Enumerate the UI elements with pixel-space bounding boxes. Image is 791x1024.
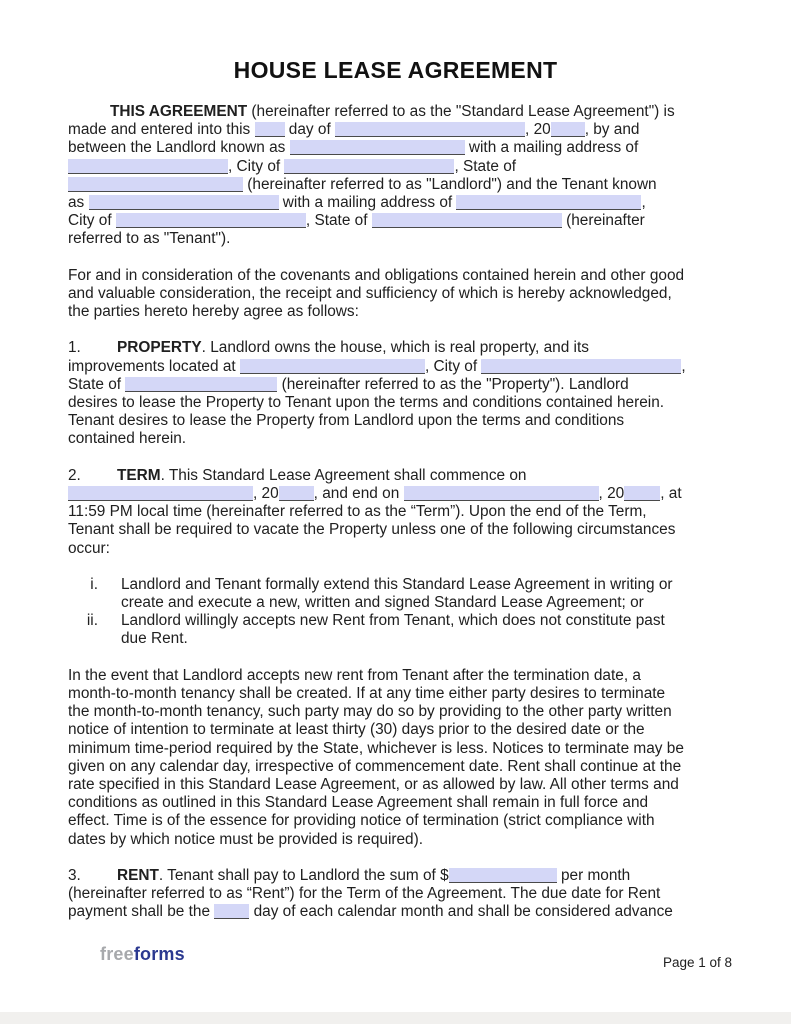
text-run: contained herein. — [68, 430, 187, 448]
text-run: improvements located at — [68, 357, 240, 375]
text-run: given on any calendar day, irrespective of commencement date. Rent shall continue at the — [68, 757, 682, 775]
text-run: between the Landlord known as — [68, 139, 290, 157]
text-run: , by and — [584, 121, 640, 139]
property-address-field[interactable] — [240, 359, 425, 374]
viewer-bottom-strip — [0, 1012, 791, 1024]
text-line — [68, 176, 751, 194]
text-run: 11:59 PM local time (hereinafter referred to as the “Term”). Upon the end of the Term, — [68, 503, 647, 521]
text-run: due Rent. — [121, 630, 188, 648]
text-run: , — [641, 193, 646, 211]
text-run: occur: — [68, 539, 110, 557]
text-line — [68, 831, 751, 849]
term-end-date-field[interactable] — [404, 486, 599, 501]
list-marker: i. — [90, 575, 98, 593]
text-line — [68, 667, 751, 685]
text-line — [68, 612, 751, 630]
tenant-name-field[interactable] — [89, 195, 279, 210]
text-run: , 20 — [525, 121, 551, 139]
landlord-address-field[interactable] — [68, 159, 228, 174]
landlord-city-field[interactable] — [284, 159, 454, 174]
agreement-day-field[interactable] — [255, 122, 285, 137]
text-run: the parties hereto hereby agree as follows: — [68, 303, 359, 321]
text-run: as — [68, 193, 89, 211]
text-line — [68, 212, 751, 230]
text-line — [68, 485, 751, 503]
text-run: day of — [284, 121, 336, 139]
holdover-paragraph — [68, 667, 751, 849]
text-run: (hereinafter referred to as “Rent”) for the Term of the Agreement. The due date for Rent — [68, 885, 661, 903]
text-run: , State of — [454, 157, 517, 175]
section-term — [68, 467, 751, 558]
text-line — [68, 121, 751, 139]
text-run: dates by which notice must be provided is required). — [68, 830, 424, 848]
freeforms-logo — [100, 944, 185, 965]
text-run: minimum time-period required by the State, whichever is less. Notices to terminate may be — [68, 739, 684, 757]
intro-paragraph — [68, 103, 751, 249]
term-conditions-list — [68, 576, 751, 649]
text-run: desires to lease the Property to Tenant upon the terms and conditions contained herein. — [68, 394, 665, 411]
text-line — [68, 139, 751, 157]
text-run: . This Standard Lease Agreement shall commence on — [160, 466, 527, 484]
text-run: , State of — [305, 212, 372, 230]
agreement-year-field[interactable] — [551, 122, 585, 137]
text-run: notice of intention to terminate at least thirty (30) days prior to the desired date or the — [68, 721, 645, 739]
document-body — [0, 84, 791, 921]
text-run: , 20 — [253, 484, 279, 502]
section-number: 2. — [68, 466, 81, 484]
text-line — [68, 267, 751, 285]
text-run: , 20 — [598, 484, 625, 502]
text-run: per month — [556, 866, 631, 884]
logo-text-free: free — [100, 944, 134, 964]
section-property — [68, 339, 751, 448]
text-line — [68, 430, 751, 448]
text-run: For and in consideration of the covenants and obligations contained herein and other good — [68, 266, 685, 284]
term-start-date-field[interactable] — [68, 486, 253, 501]
text-run: , City of — [424, 357, 482, 375]
text-run: , at — [660, 484, 682, 502]
text-line — [68, 703, 751, 721]
text-run: payment shall be the — [68, 903, 215, 921]
text-run: rate specified in this Standard Lease Agreement, or as allowed by law. All other terms and — [68, 775, 679, 793]
list-marker: ii. — [86, 612, 98, 630]
text-line — [68, 576, 751, 594]
text-line — [68, 867, 751, 885]
text-line — [68, 194, 751, 212]
text-run: Landlord willingly accepts new Rent from Tenant, which does not constitute past — [121, 612, 665, 630]
landlord-name-field[interactable] — [290, 140, 465, 155]
text-run: effect. Time is of the essence for providing notice of termination (strict compliance with — [68, 812, 655, 830]
text-line — [68, 721, 751, 739]
bold-text: TERM — [117, 466, 161, 484]
text-run: (hereinafter — [561, 212, 645, 230]
text-run: create and execute a new, written and signed Standard Lease Agreement; or — [121, 594, 644, 612]
text-run: Tenant desires to lease the Property from Landlord upon the terms and conditions — [68, 412, 625, 430]
property-state-field[interactable] — [125, 377, 277, 392]
text-run: Landlord and Tenant formally extend this Standard Lease Agreement in writing or — [121, 575, 673, 593]
document-title: HOUSE LEASE AGREEMENT — [233, 57, 558, 83]
consideration-paragraph — [68, 267, 751, 322]
text-line — [68, 794, 751, 812]
logo-text-forms: forms — [133, 944, 185, 964]
agreement-month-field[interactable] — [335, 122, 525, 137]
text-line — [68, 885, 751, 903]
text-line — [68, 758, 751, 776]
section-number: 3. — [68, 866, 81, 884]
text-run: State of — [68, 375, 126, 393]
landlord-state-field[interactable] — [68, 177, 243, 192]
text-run: (hereinafter referred to as the "Property"). Landlord — [277, 375, 629, 393]
text-line — [68, 303, 751, 321]
text-run: with a mailing address of — [278, 193, 457, 211]
tenant-state-field[interactable] — [372, 213, 562, 228]
text-run: City of — [68, 212, 116, 230]
text-run: made and entered into this — [68, 121, 255, 139]
text-line — [68, 376, 751, 394]
term-start-year-field[interactable] — [279, 486, 314, 501]
text-run: , City of — [228, 157, 285, 175]
text-run: , and end on — [313, 484, 404, 502]
text-line — [68, 103, 751, 121]
text-line — [68, 339, 751, 357]
text-run: Tenant shall be required to vacate the Property unless one of the following circumstances — [68, 521, 676, 539]
page-number-label: Page 1 of 8 — [662, 955, 732, 970]
bold-text: THIS AGREEMENT — [110, 103, 248, 120]
term-end-year-field[interactable] — [624, 486, 660, 501]
text-run: month-to-month tenancy shall be created. If at any time either party desires to terminate — [68, 685, 666, 702]
text-line — [68, 594, 751, 612]
text-run: with a mailing address of — [464, 139, 639, 157]
text-run: . Tenant shall pay to Landlord the sum of $ — [158, 866, 449, 884]
text-line — [68, 521, 751, 539]
text-run: . Landlord owns the house, which is real property, and its — [201, 339, 589, 357]
property-city-field[interactable] — [481, 359, 681, 374]
text-run: (hereinafter referred to as "Landlord") and the Tenant known — [243, 175, 657, 193]
bold-text: PROPERTY — [117, 339, 202, 357]
rent-amount-field[interactable] — [449, 868, 557, 883]
text-line — [68, 412, 751, 430]
section-rent — [68, 867, 751, 922]
rent-due-day-field[interactable] — [214, 904, 249, 919]
text-run: day of each calendar month and shall be considered advance — [249, 903, 673, 921]
text-line — [68, 540, 751, 558]
text-line — [68, 776, 751, 794]
text-run: In the event that Landlord accepts new rent from Tenant after the termination date, a — [68, 666, 641, 684]
text-run: and valuable consideration, the receipt and sufficiency of which is hereby acknowledged, — [68, 284, 672, 302]
text-run: , — [681, 357, 686, 375]
text-line — [68, 394, 751, 412]
text-run: (hereinafter referred to as the "Standard Lease Agreement") is — [247, 103, 675, 120]
section-number: 1. — [68, 339, 81, 357]
text-line — [68, 503, 751, 521]
text-line — [68, 685, 751, 703]
bold-text: RENT — [117, 866, 159, 884]
text-line — [68, 230, 751, 248]
text-run: referred to as "Tenant"). — [68, 230, 231, 248]
text-line — [68, 812, 751, 830]
text-line — [68, 467, 751, 485]
tenant-city-field[interactable] — [116, 213, 306, 228]
text-line — [68, 903, 751, 921]
text-run: conditions as outlined in this Standard Lease Agreement shall remain in full force and — [68, 794, 649, 812]
tenant-address-field[interactable] — [456, 195, 641, 210]
text-line — [68, 358, 751, 376]
text-line — [68, 630, 751, 648]
text-run: the month-to-month tenancy, such party may do so by providing to the other party written — [68, 703, 672, 721]
text-line — [68, 158, 751, 176]
text-line — [68, 285, 751, 303]
text-line — [68, 740, 751, 758]
